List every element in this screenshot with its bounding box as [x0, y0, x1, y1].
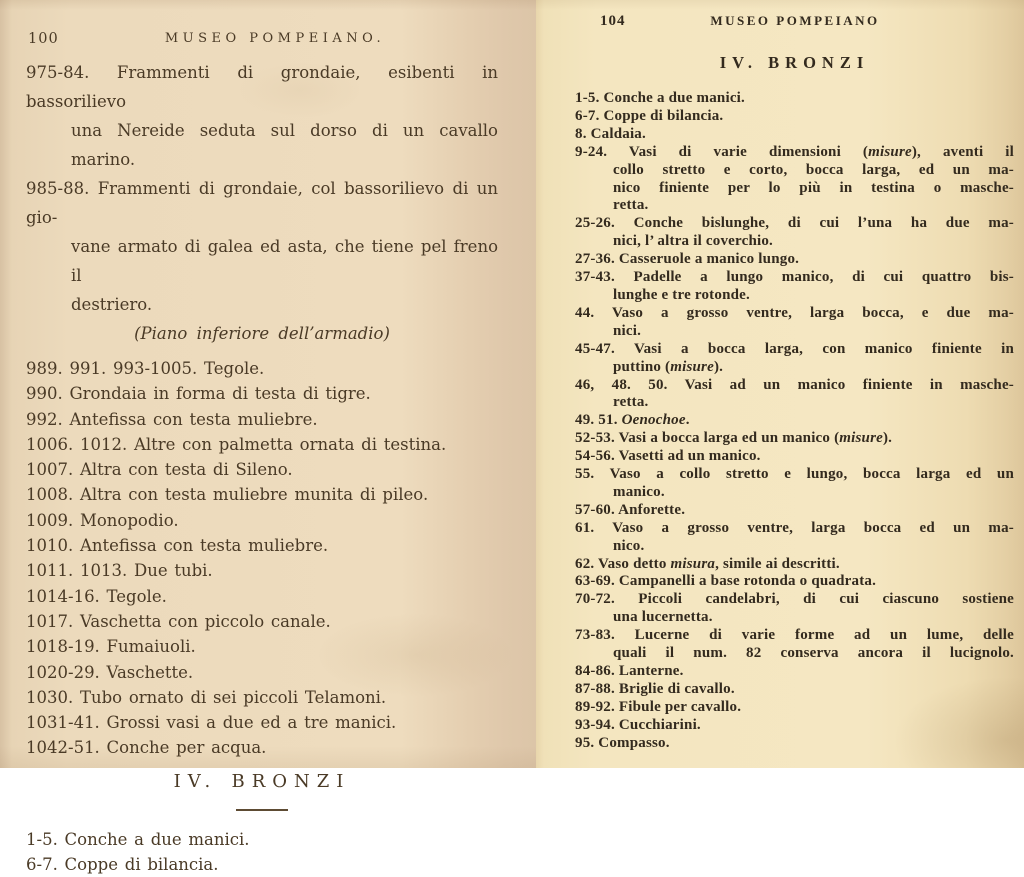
catalog-paragraphs — [26, 58, 498, 319]
entry-line: 1007. Altra con testa di Sileno. — [26, 460, 293, 480]
entry-line: 55. Vaso a collo stretto e lungo, bocca larga ed un — [575, 466, 1014, 483]
catalog-entry — [26, 827, 498, 852]
catalog-entry — [575, 430, 1014, 448]
entry-line: puttino (misure). — [613, 358, 724, 375]
catalog-entry — [575, 412, 1014, 430]
entry-line: una lucernetta. — [613, 609, 713, 626]
entry-line: 985-88. Frammenti di grondaie, col bassorilievo di un gio- — [26, 179, 498, 227]
entry-line: 1020-29. Vaschette. — [26, 662, 194, 682]
running-head-left: MUSEO POMPEIANO. — [164, 31, 386, 46]
catalog-entry — [575, 90, 1014, 108]
catalog-entry — [26, 710, 498, 735]
catalog-entry — [575, 448, 1014, 466]
entry-line: 89-92. Fibule per cavallo. — [575, 698, 742, 715]
catalog-entry — [575, 144, 1014, 216]
entry-line: 1006. 1012. Altre con palmetta ornata di testina. — [26, 434, 447, 454]
entry-line: 70-72. Piccoli candelabri, di cui ciascuno sostiene — [575, 591, 1014, 608]
catalog-entry — [575, 215, 1014, 251]
shelf-item-list — [26, 356, 498, 761]
entry-line: nico finiente per lo più in testina o masche- — [613, 179, 1014, 196]
entry-line: nico. — [613, 537, 645, 554]
catalog-entry — [26, 685, 498, 710]
entry-line: 1-5. Conche a due manici. — [26, 829, 250, 849]
catalog-entry — [575, 681, 1014, 699]
entry-line: 49. 51. Oenochoe. — [575, 412, 690, 429]
entry-line: nici, l’ altra il coverchio. — [613, 233, 774, 250]
entry-line: 46, 48. 50. Vasi ad un manico finiente in masche- — [575, 376, 1014, 393]
catalog-entry — [26, 634, 498, 659]
entry-line: destriero. — [71, 295, 153, 314]
entry-line: 62. Vaso detto misura, simile ai descritti. — [575, 555, 840, 572]
catalog-entry — [26, 533, 498, 558]
entry-line: retta. — [613, 394, 649, 411]
entry-line: collo stretto e corto, bocca larga, ed un ma- — [613, 161, 1014, 178]
entry-line: 63-69. Campanelli a base rotonda o quadrata. — [575, 573, 877, 590]
entry-line: 1010. Antefissa con testa muliebre. — [26, 536, 329, 556]
catalog-entry — [575, 269, 1014, 305]
bronzi-item-list-left — [26, 827, 498, 877]
entry-line: 93-94. Cucchiarini. — [575, 716, 701, 733]
catalog-entry — [26, 381, 498, 406]
catalog-entry — [575, 126, 1014, 144]
entry-line: 1014-16. Tegole. — [26, 586, 167, 606]
catalog-entry — [575, 520, 1014, 556]
entry-line: 45-47. Vasi a bocca larga, con manico finiente in — [575, 340, 1014, 357]
catalog-entry — [26, 852, 498, 877]
catalog-entry — [26, 609, 498, 634]
catalog-entry — [575, 663, 1014, 681]
catalog-entry — [26, 508, 498, 533]
entry-line: quali il num. 82 conserva ancora il lucignolo. — [613, 645, 1014, 662]
entry-line: 1009. Monopodio. — [26, 510, 179, 530]
page-right-body — [536, 0, 1024, 753]
entry-line: 1008. Altra con testa muliebre munita di pileo. — [26, 485, 429, 505]
catalog-entry — [26, 174, 498, 319]
catalog-entry — [26, 558, 498, 583]
entry-line: 44. Vaso a grosso ventre, larga bocca, e due ma- — [575, 304, 1014, 321]
entry-line: 37-43. Padelle a lungo manico, di cui quattro bis- — [575, 269, 1014, 286]
entry-line: 95. Compasso. — [575, 734, 670, 751]
page-number-left: 100 — [28, 31, 59, 47]
catalog-entry — [26, 735, 498, 760]
catalog-entry — [575, 377, 1014, 413]
entry-line: 1018-19. Fumaiuoli. — [26, 637, 196, 657]
catalog-entry — [26, 58, 498, 174]
entry-line: 6-7. Coppe di bilancia. — [26, 855, 219, 875]
running-head-right: MUSEO POMPEIANO — [710, 13, 880, 28]
entry-line: 8. Caldaia. — [575, 125, 646, 142]
catalog-entry — [575, 556, 1014, 574]
entry-line: 57-60. Anforette. — [575, 501, 686, 518]
entry-line: 1-5. Conche a due manici. — [575, 90, 745, 106]
entry-line: 1017. Vaschetta con piccolo canale. — [26, 611, 331, 631]
catalog-entry — [26, 584, 498, 609]
catalog-entry — [575, 699, 1014, 717]
entry-line: 6-7. Coppe di bilancia. — [575, 107, 724, 124]
catalog-entry — [575, 573, 1014, 591]
entry-line: 989. 991. 993-1005. Tegole. — [26, 359, 265, 378]
entry-line: 1042-51. Conche per acqua. — [26, 738, 267, 758]
catalog-entry — [26, 407, 498, 432]
page-right — [536, 0, 1024, 768]
catalog-entry — [575, 502, 1014, 520]
entry-line: manico. — [613, 483, 665, 500]
catalog-entry — [26, 356, 498, 381]
catalog-entry — [575, 305, 1014, 341]
entry-line: 975-84. Frammenti di grondaie, esibenti in bassorilievo — [26, 63, 498, 111]
catalog-entry — [26, 482, 498, 507]
entry-line: 61. Vaso a grosso ventre, larga bocca ed un ma- — [575, 519, 1014, 536]
catalog-entry — [26, 660, 498, 685]
catalog-entry — [575, 717, 1014, 735]
entry-line: 87-88. Briglie di cavallo. — [575, 680, 735, 697]
catalog-entry — [26, 457, 498, 482]
entry-line: 25-26. Conche bislunghe, di cui l’una ha due ma- — [575, 215, 1014, 232]
section-divider-rule — [236, 809, 288, 811]
entry-line: 990. Grondaia in forma di testa di tigre. — [26, 384, 371, 404]
entry-line: 73-83. Lucerne di varie forme ad un lume, delle — [575, 627, 1014, 644]
cabinet-subheading: (Piano inferiore dell’armadio) — [134, 324, 390, 343]
entry-line: 9-24. Vasi di varie dimensioni (misure), aventi il — [575, 143, 1014, 160]
entry-line: 1011. 1013. Due tubi. — [26, 561, 213, 581]
entry-line: 84-86. Lanterne. — [575, 663, 684, 679]
catalog-entry — [575, 108, 1014, 126]
entry-line: nici. — [613, 322, 642, 339]
entry-line: 54-56. Vasetti ad un manico. — [575, 448, 761, 465]
catalog-entry — [575, 341, 1014, 377]
catalog-entry — [575, 251, 1014, 269]
entry-line: 52-53. Vasi a bocca larga ed un manico (misure). — [575, 430, 893, 447]
catalog-entry — [575, 735, 1014, 753]
section-heading-left: IV. BRONZI — [173, 770, 351, 792]
bronzi-item-list-right — [575, 90, 1014, 753]
page-number-right: 104 — [600, 13, 626, 29]
section-heading-right: IV. BRONZI — [719, 53, 870, 72]
catalog-entry — [575, 627, 1014, 663]
entry-line: lunghe e tre rotonde. — [613, 286, 750, 303]
entry-line: 992. Antefissa con testa muliebre. — [26, 409, 318, 429]
entry-line: 27-36. Casseruole a manico lungo. — [575, 251, 800, 268]
catalog-entry — [575, 591, 1014, 627]
catalog-entry — [575, 466, 1014, 502]
entry-line: 1031-41. Grossi vasi a due ed a tre manici. — [26, 713, 397, 733]
entry-line: retta. — [613, 197, 649, 214]
catalog-entry — [26, 432, 498, 457]
entry-line: una Nereide seduta sul dorso di un cavallo marino. — [71, 121, 498, 169]
entry-line: vane armato di galea ed asta, che tiene pel freno il — [71, 237, 498, 285]
entry-line: 1030. Tubo ornato di sei piccoli Telamoni. — [26, 687, 387, 707]
